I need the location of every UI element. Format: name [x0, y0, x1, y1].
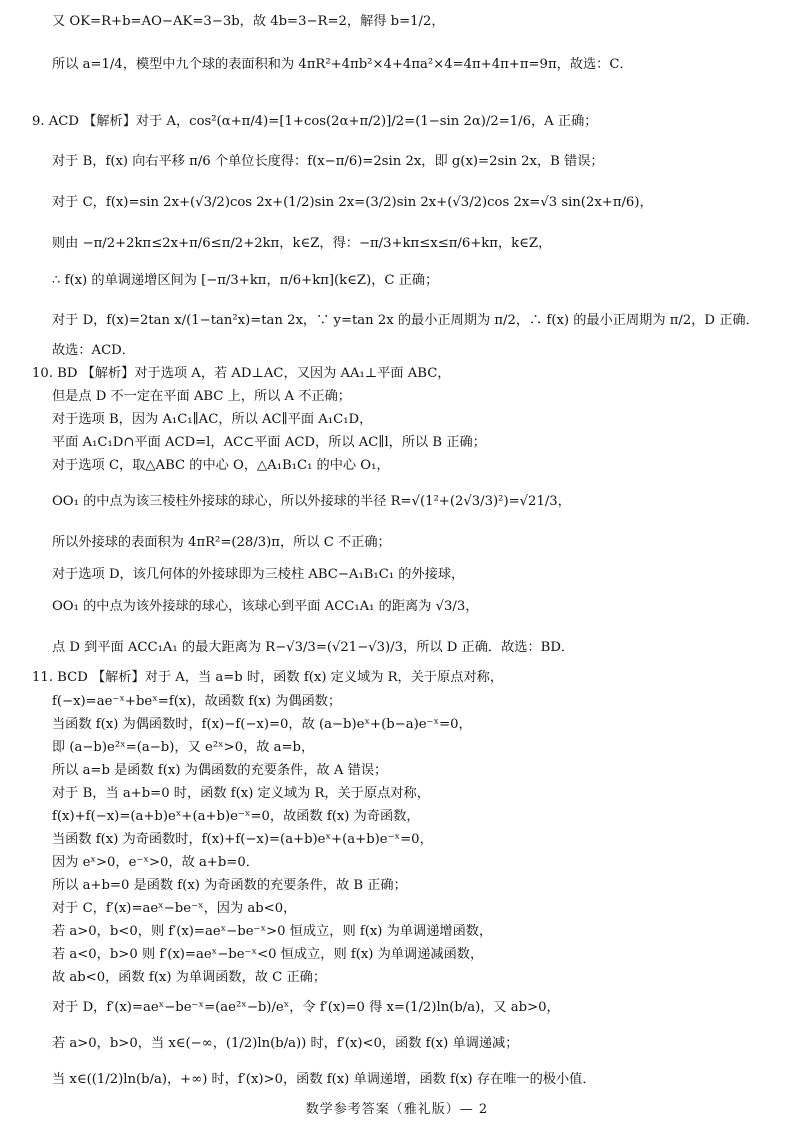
text-line: 当函数 f(x) 为奇函数时，f(x)+f(−x)=(a+b)eˣ+(a+b)e⁻ˣ=0，: [52, 832, 433, 847]
text-line: 对于选项 C，取△ABC 的中心 O，△A₁B₁C₁ 的中心 O₁，: [52, 458, 390, 473]
text-line: f(x)+f(−x)=(a+b)eˣ+(a+b)e⁻ˣ=0，故函数 f(x) 为奇函数，: [52, 809, 420, 824]
text-line: 若 a>0，b>0，当 x∈(−∞，(1/2)ln(b/a)) 时，f′(x)<0，函数 f(x) 单调递减；: [52, 1036, 519, 1051]
text-line: 对于选项 D，该几何体的外接球即为三棱柱 ABC−A₁B₁C₁ 的外接球，: [52, 567, 465, 582]
text-line: 当 x∈((1/2)ln(b/a)，+∞) 时，f′(x)>0，函数 f(x) 单调递增，函数 f(x) 存在唯一的极小值．: [52, 1072, 596, 1087]
text-line: 点 D 到平面 ACC₁A₁ 的最大距离为 R−√3/3=(√21−√3)/3，所以 D 正确．故选：BD．: [52, 640, 575, 655]
text-line: ∴ f(x) 的单调递增区间为 [−π/3+kπ，π/6+kπ](k∈Z)，C 正确；: [52, 273, 439, 288]
text-line: 对于 D，f(x)=2tan x/(1−tan²x)=tan 2x，∵ y=tan 2x 的最小正周期为 π/2，∴ f(x) 的最小正周期为 π/2，D 正确．: [52, 313, 759, 328]
page-footer: 数学参考答案（雅礼版）— 2: [305, 1102, 489, 1117]
text-line: 所以外接球的表面积为 4πR²=(28/3)π，所以 C 不正确；: [52, 535, 391, 550]
text-line: f(−x)=ae⁻ˣ+beˣ=f(x)，故函数 f(x) 为偶函数；: [52, 694, 342, 709]
text-line: 故 ab<0，函数 f(x) 为单调函数，故 C 正确；: [52, 970, 327, 985]
text-line: 则由 −π/2+2kπ≤2x+π/6≤π/2+2kπ，k∈Z，得：−π/3+kπ≤x≤π/6+kπ，k∈Z，: [52, 236, 552, 251]
text-line: 平面 A₁C₁D∩平面 ACD=l，AC⊂平面 ACD，所以 AC∥l，所以 B 正确；: [52, 435, 486, 450]
text-line: 对于 C，f′(x)=aeˣ−be⁻ˣ，因为 ab<0，: [52, 901, 297, 916]
question-9-heading: 9. ACD 【解析】对于 A，cos²(α+π/4)=[1+cos(2α+π/2)]/2=(1−sin 2α)/2=1/6，A 正确；: [32, 114, 598, 129]
text-line: 对于 C，f(x)=sin 2x+(√3/2)cos 2x+(1/2)sin 2x=(3/2)sin 2x+(√3/2)cos 2x=√3 sin(2x+π/6)，: [52, 195, 653, 210]
text-line: OO₁ 的中点为该三棱柱外接球的球心，所以外接球的半径 R=√(1²+(2√3/3)²)=√21/3，: [52, 494, 571, 509]
text-line: 当函数 f(x) 为偶函数时，f(x)−f(−x)=0，故 (a−b)eˣ+(b−a)e⁻ˣ=0，: [52, 717, 472, 732]
text-line: 但是点 D 不一定在平面 ABC 上，所以 A 不正确；: [52, 389, 351, 404]
text-line: 所以 a=b 是函数 f(x) 为偶函数的充要条件，故 A 错误；: [52, 763, 388, 778]
text-line: 对于 D，f′(x)=aeˣ−be⁻ˣ=(ae²ˣ−b)/eˣ，令 f′(x)=0 得 x=(1/2)ln(b/a)，又 ab>0，: [52, 1000, 560, 1015]
question-10-heading: 10. BD 【解析】对于选项 A，若 AD⊥AC，又因为 AA₁⊥平面 ABC，: [32, 366, 451, 381]
text-line: 因为 eˣ>0，e⁻ˣ>0，故 a+b=0．: [52, 855, 259, 870]
text-line: 若 a<0，b>0 则 f′(x)=aeˣ−be⁻ˣ<0 恒成立，则 f(x) 为单调递减函数，: [52, 947, 484, 962]
question-11-heading: 11. BCD 【解析】对于 A，当 a=b 时，函数 f(x) 定义域为 R，关于原点对称，: [32, 670, 504, 685]
text-line: 对于 B，f(x) 向右平移 π/6 个单位长度得：f(x−π/6)=2sin 2x，即 g(x)=2sin 2x，B 错误；: [52, 154, 604, 169]
text-line: 所以 a+b=0 是函数 f(x) 为奇函数的充要条件，故 B 正确；: [52, 878, 407, 893]
text-line: OO₁ 的中点为该外接球的球心，该球心到平面 ACC₁A₁ 的距离为 √3/3，: [52, 599, 479, 614]
text-line: 对于 B，当 a+b=0 时，函数 f(x) 定义域为 R，关于原点对称，: [52, 786, 430, 801]
text-line: 故选：ACD．: [52, 343, 135, 358]
text-line: 所以 a=1/4，模型中九个球的表面积和为 4πR²+4πb²×4+4πa²×4=4π+4π+π=9π，故选：C．: [52, 57, 633, 72]
text-line: 又 OK=R+b=AO−AK=3−3b，故 4b=3−R=2，解得 b=1/2，: [52, 14, 445, 29]
text-line: 对于选项 B，因为 A₁C₁∥AC，所以 AC∥平面 A₁C₁D，: [52, 412, 373, 427]
text-line: 即 (a−b)e²ˣ=(a−b)，又 e²ˣ>0，故 a=b，: [52, 740, 315, 755]
text-line: 若 a>0，b<0，则 f′(x)=aeˣ−be⁻ˣ>0 恒成立，则 f(x) 为单调递增函数，: [52, 924, 493, 939]
